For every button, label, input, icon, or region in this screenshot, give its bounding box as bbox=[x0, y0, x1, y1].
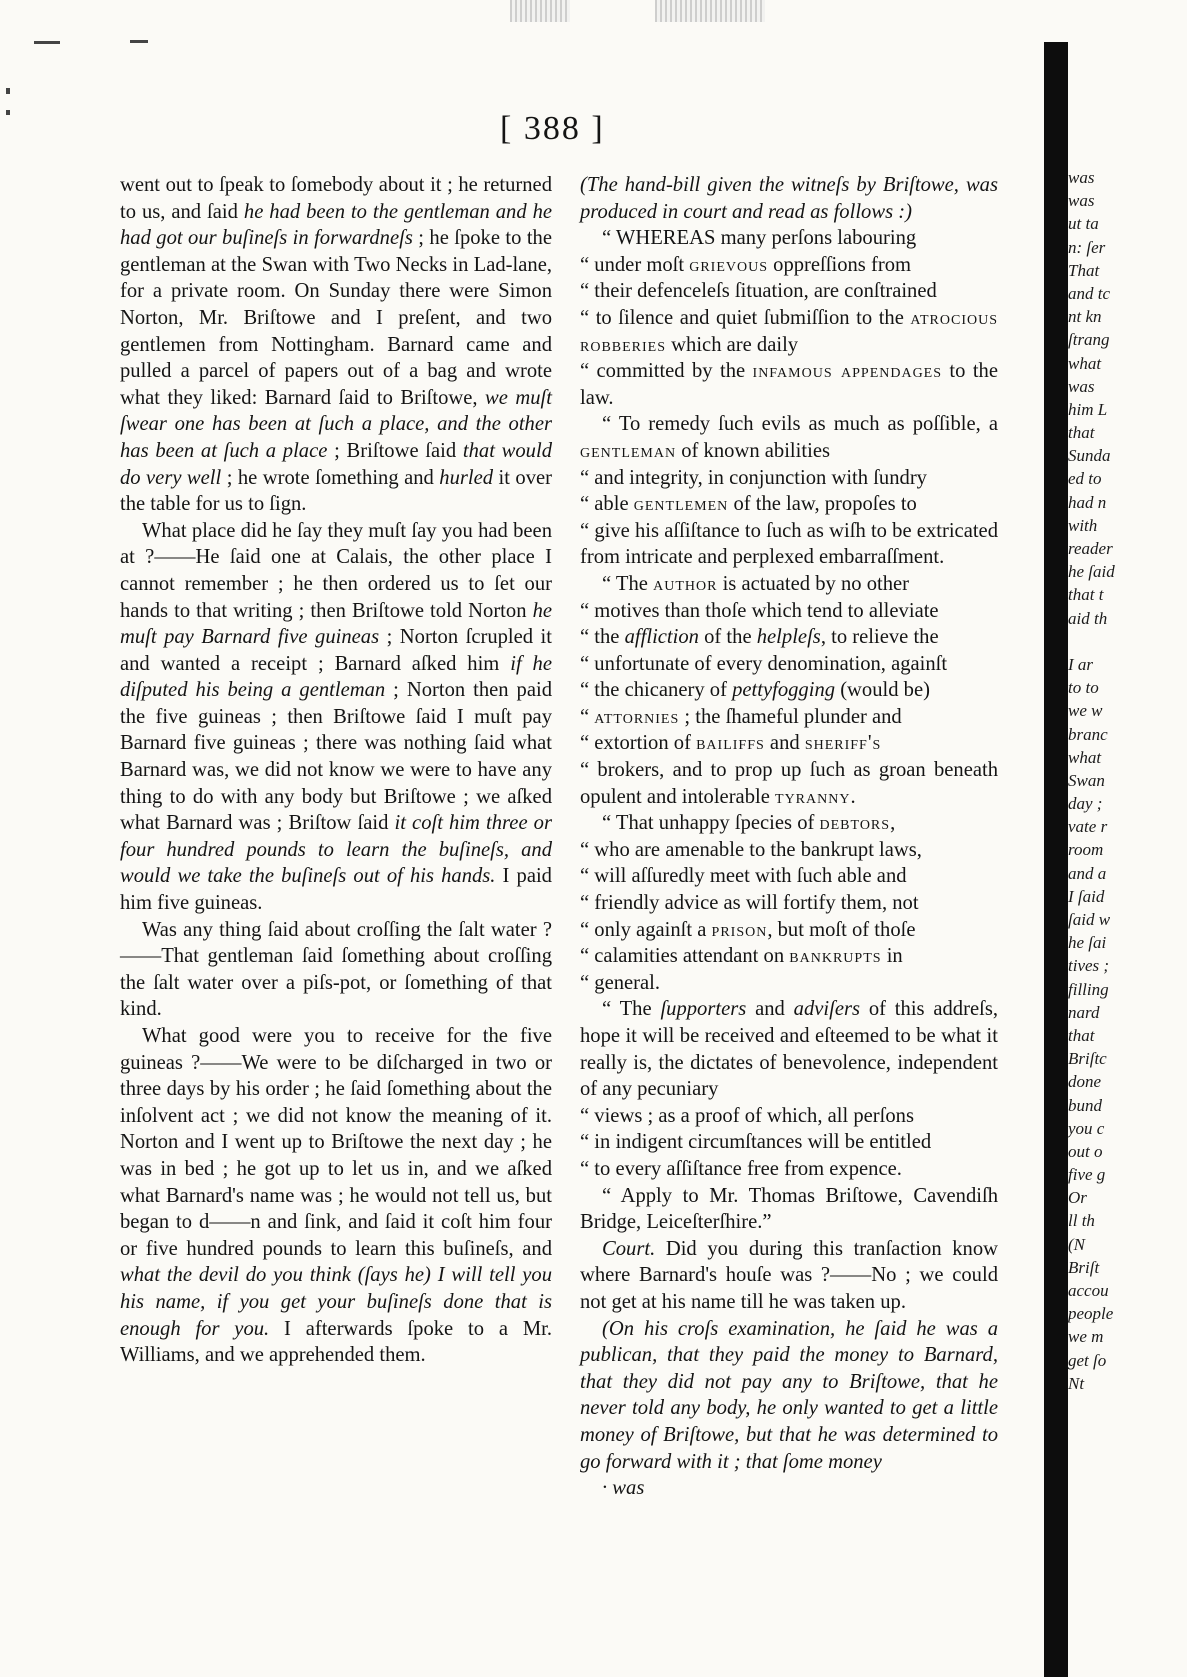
scan-mark bbox=[130, 40, 148, 43]
bleed-line: him L bbox=[1068, 399, 1108, 419]
bleed-line: nt kn bbox=[1068, 307, 1102, 327]
bleed-line: ed to bbox=[1068, 469, 1102, 489]
bleed-line: Swan bbox=[1068, 770, 1105, 790]
bleed-line: aid th bbox=[1068, 608, 1108, 628]
right_column-paragraph: “ To remedy ſuch evils as much as poſſible, a gentleman of known abilities “ and integrity, in conjunction with ſundry “ able gentlemen of the law, propoſes to “ give his aſſiſtance to ſuch as wiſh to be extricated from intricate and perplexed embarraſſment. bbox=[580, 413, 998, 569]
bleed-line: I ar bbox=[1068, 654, 1094, 674]
bleed-line bbox=[1068, 630, 1187, 653]
bleed-line: to to bbox=[1068, 678, 1099, 698]
bleed-line: with bbox=[1068, 515, 1098, 535]
bleed-line: Nt bbox=[1068, 1373, 1085, 1393]
left-column bbox=[120, 172, 552, 1369]
bleed-line: Sunda bbox=[1068, 446, 1111, 466]
page-number: [ 388 ] bbox=[500, 110, 605, 147]
bleed-line: we w bbox=[1068, 701, 1103, 721]
right_column-paragraph: “ Apply to Mr. Thomas Briſtowe, Cavendiſh Bridge, Leiceſterſhire.” bbox=[580, 1184, 998, 1234]
bleed-line: was bbox=[1068, 168, 1095, 187]
scan-mark bbox=[6, 110, 10, 115]
bleed-line: day ; bbox=[1068, 794, 1103, 814]
bleed-line: out o bbox=[1068, 1141, 1103, 1161]
bleed-line: vate r bbox=[1068, 817, 1108, 837]
bleed-line: and a bbox=[1068, 863, 1107, 883]
adjacent-page-bleed bbox=[1068, 166, 1187, 1395]
bleed-line: ſaid w bbox=[1068, 910, 1111, 929]
bleed-line: what bbox=[1068, 747, 1102, 767]
bleed-line: ll th bbox=[1068, 1211, 1095, 1231]
right-column bbox=[580, 172, 998, 1502]
right_column-paragraph: “ The author is actuated by no other “ motives than thoſe which tend to alleviate “ the affliction of the helpleſs, to relieve the “ unfortunate of every denomination, againſt “ the chicanery of pettyfogging (would be) “ attornies ; the ſhameful plunder and “ extortion of bailiffs and sheriff's “ brokers, and to prop up ſuch as groan beneath opulent and intolerable tyranny. bbox=[580, 572, 998, 808]
bleed-line: was bbox=[1068, 376, 1095, 396]
left_column-paragraph: What good were you to receive for the five guineas ?——We were to be diſcharged in two or three days by his order ; he ſaid ſomething about the inſolvent act ; we did not know the meaning of it. Norton and I went up to Briſtowe the next day ; he was in bed ; he got up to let us in, and we aſked what Barnard's name was ; he would not tell us, but began to d——n and ſink, and ſaid it coſt him four or five hundred pounds to learn this buſineſs, and what the devil do you think (ſays he) I will tell you his name, if you get your buſineſs done that is enough for you. I afterwards ſpoke to a Mr. Williams, and we apprehended them. bbox=[120, 1025, 552, 1367]
left_column-paragraph: What place did he ſay they muſt ſay you had been at ?——He ſaid one at Calais, the other place I cannot remember ; he then ordered us to ſet our hands to that writing ; then Briſtowe told Norton he muſt pay Barnard five guineas ; Norton ſcrupled it and wanted a receipt ; Barnard aſked him if he diſputed his being a gentleman ; Norton then paid the five guineas ; then Briſtowe ſaid I muſt pay Barnard five guineas ; there was nothing ſaid what Barnard was, we did not know we were to have any thing to do with any body but Briſtowe ; we aſked what Barnard was ; Briſtow ſaid it coſt him three or four hundred pounds to learn the buſineſs, and would we take the buſineſs out of his hands. I paid him five guineas. bbox=[120, 519, 552, 915]
binding-shadow bbox=[1044, 42, 1068, 1677]
bleed-line: people bbox=[1068, 1304, 1114, 1324]
left_column-paragraph: Was any thing ſaid about croſſing the ſalt water ?——That gentleman ſaid ſomething about croſſing the ſalt water over a piſs-pot, or ſomething of that kind. bbox=[120, 918, 552, 1021]
bleed-line: Briſtc bbox=[1068, 1049, 1107, 1069]
bleed-line: (N bbox=[1068, 1234, 1085, 1254]
bleed-line: we m bbox=[1068, 1327, 1104, 1347]
bleed-line: he ſaid bbox=[1068, 562, 1115, 582]
bleed-line: he ſai bbox=[1068, 933, 1107, 953]
bleed-line: bund bbox=[1068, 1095, 1102, 1115]
bleed-line: Briſt bbox=[1068, 1257, 1100, 1277]
bleed-line: nard bbox=[1068, 1002, 1100, 1022]
scan-noise bbox=[510, 0, 570, 22]
bleed-line: that bbox=[1068, 1025, 1095, 1045]
right_column-paragraph: (The hand-bill given the witneſs by Briſtowe, was produced in court and read as follows :) bbox=[580, 174, 998, 223]
right_column-paragraph: Court. Did you during this tranſaction know where Barnard's houſe was ?——No ; we could not get at his name till he was taken up. bbox=[580, 1237, 998, 1313]
bleed-line: what bbox=[1068, 353, 1102, 373]
right_column-paragraph: · was bbox=[602, 1477, 645, 1500]
scan-noise bbox=[655, 0, 765, 22]
bleed-line: ſtrang bbox=[1068, 330, 1110, 350]
bleed-line: five g bbox=[1068, 1165, 1106, 1185]
bleed-line: that bbox=[1068, 423, 1095, 443]
bleed-line: that t bbox=[1068, 585, 1104, 605]
right_column-paragraph: “ WHEREAS many perſons labouring “ under moſt grievous oppreſſions from “ their defenceleſs ſituation, are conſtrained “ to ſilence and quiet ſubmiſſion to the atrocious robberies which are daily “ committed by the infamous appendages to the law. bbox=[580, 227, 998, 409]
scan-mark bbox=[34, 41, 60, 44]
right_column-paragraph: (On his croſs examination, he ſaid he was a publican, that they paid the money to Barnard, that they did not pay any to Briſtowe, that he never told any body, he only wanted to get a little money of Briſtowe, but that he was determined to go forward with it ; that ſome money bbox=[580, 1317, 998, 1473]
bleed-line: I ſaid bbox=[1068, 886, 1105, 906]
bleed-line: and tc bbox=[1068, 283, 1111, 303]
bleed-line: That bbox=[1068, 260, 1100, 280]
bleed-line: filling bbox=[1068, 979, 1109, 999]
bleed-line: reader bbox=[1068, 539, 1113, 558]
bleed-line: ut ta bbox=[1068, 214, 1099, 234]
scan-mark bbox=[6, 88, 10, 94]
bleed-line: tives ; bbox=[1068, 956, 1110, 976]
bleed-line: you c bbox=[1068, 1118, 1105, 1138]
bleed-line: was bbox=[1068, 191, 1095, 211]
bleed-line: room bbox=[1068, 840, 1104, 860]
bleed-line: had n bbox=[1068, 492, 1107, 512]
left_column-paragraph: went out to ſpeak to ſomebody about it ; he returned to us, and ſaid he had been to the gentleman and he had got our buſineſs in forwardneſs ; he ſpoke to the gentleman at the Swan with Two Necks in Lad-lane, for a private room. On Sunday there were Simon Norton, Mr. Briſtowe and I preſent, and two gentlemen from Nottingham. Barnard came and pulled a parcel of papers out of a bag and wrote what they liked: Barnard ſaid to Briſtowe, we muſt ſwear one has been at ſuch a place, and the other has been at ſuch a place ; Briſtowe ſaid that would do very well ; he wrote ſomething and hurled it over the table for us to ſign. bbox=[120, 174, 553, 516]
right_column-paragraph: “ That unhappy ſpecies of debtors, “ who are amenable to the bankrupt laws, “ will aſſuredly meet with ſuch able and “ friendly advice as will fortify them, not “ only againſt a prison, but moſt of thoſe “ calamities attendant on bankrupts in “ general. bbox=[580, 812, 922, 994]
bleed-line: branc bbox=[1068, 724, 1108, 744]
bleed-line: n: ſer bbox=[1068, 237, 1106, 257]
right_column-paragraph: “ The ſupporters and adviſers of this addreſs, hope it will be received and eſteemed to be what it really is, the dictates of benevolence, independent of any pecuniary “ views ; as a proof of which, all perſons “ in indigent circumſtances will be entitled “ to every aſſiſtance free from expence. bbox=[580, 998, 998, 1180]
bleed-line: Or bbox=[1068, 1188, 1087, 1208]
bleed-line: get ſo bbox=[1068, 1350, 1107, 1370]
bleed-line: done bbox=[1068, 1072, 1102, 1092]
bleed-line: accou bbox=[1068, 1281, 1109, 1300]
